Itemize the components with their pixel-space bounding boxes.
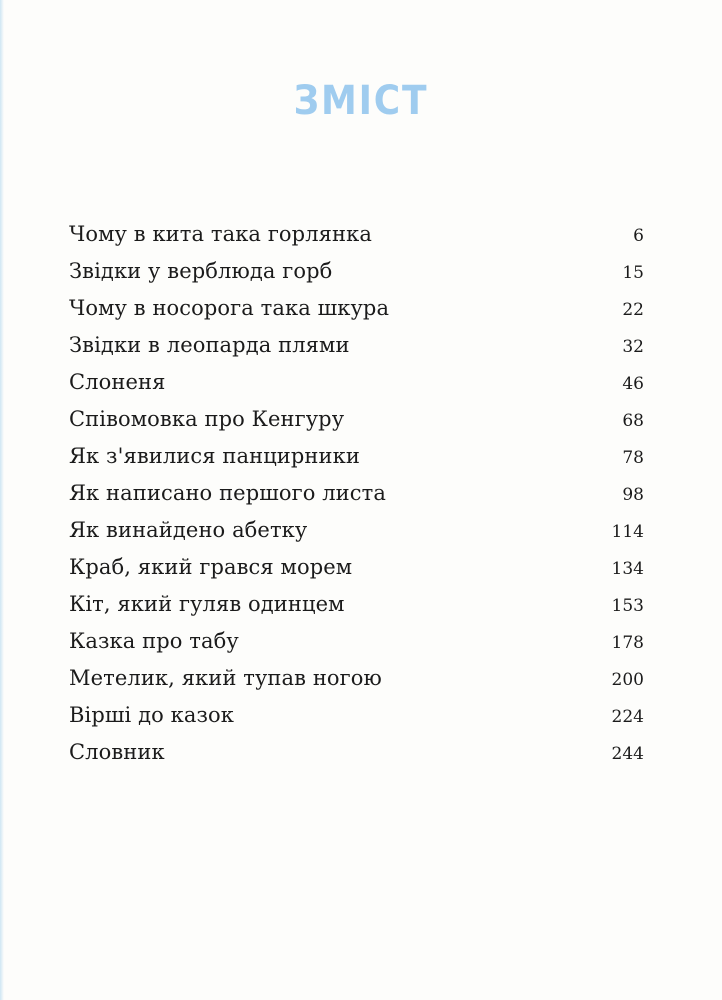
toc-entry-title: Як написано першого листа [69, 481, 386, 505]
toc-entry[interactable] [69, 660, 644, 697]
toc-entry-title: Чому в кита така горлянка [69, 222, 372, 246]
toc-entry-page: 200 [611, 670, 644, 690]
toc-entry-page: 178 [611, 633, 644, 653]
toc-entry[interactable] [69, 290, 644, 327]
toc-entry-title: Звідки в леопарда плями [69, 333, 350, 357]
toc-entry[interactable] [69, 697, 644, 734]
toc-entry-page: 98 [622, 485, 644, 505]
toc-entry[interactable] [69, 216, 644, 253]
toc-entry-page: 15 [622, 263, 644, 283]
toc-entry-page: 78 [622, 448, 644, 468]
toc-entry-page: 68 [622, 411, 644, 431]
toc-entry[interactable] [69, 734, 644, 771]
page-edge [0, 0, 4, 1000]
table-of-contents [69, 216, 644, 771]
toc-entry-title: Вірші до казок [69, 703, 235, 727]
toc-entry-page: 224 [611, 707, 644, 727]
toc-entry[interactable] [69, 623, 644, 660]
toc-entry-title: Чому в носорога така шкура [69, 296, 390, 320]
toc-entry-title: Звідки у верблюда горб [69, 259, 333, 283]
toc-entry-page: 6 [633, 226, 644, 246]
toc-entry[interactable] [69, 512, 644, 549]
toc-entry-title: Словник [69, 740, 165, 764]
toc-entry[interactable] [69, 364, 644, 401]
toc-entry-title: Краб, який грався морем [69, 555, 353, 579]
toc-entry-title: Кіт, який гуляв одинцем [69, 592, 345, 616]
toc-entry-page: 46 [622, 374, 644, 394]
toc-entry-title: Як винайдено абетку [69, 518, 308, 542]
toc-entry-page: 22 [622, 300, 644, 320]
toc-entry-title: Співомовка про Кенгуру [69, 407, 345, 431]
toc-entry-page: 244 [611, 744, 644, 764]
toc-entry-title: Метелик, який тупав ногою [69, 666, 382, 690]
toc-entry[interactable] [69, 549, 644, 586]
toc-entry-page: 32 [622, 337, 644, 357]
toc-entry-title: Як з'явилися панцирники [69, 444, 360, 468]
toc-entry[interactable] [69, 586, 644, 623]
toc-entry[interactable] [69, 438, 644, 475]
toc-entry-page: 114 [611, 522, 644, 542]
toc-entry[interactable] [69, 327, 644, 364]
toc-entry-page: 153 [611, 596, 644, 616]
toc-entry[interactable] [69, 253, 644, 290]
toc-entry[interactable] [69, 475, 644, 512]
toc-entry[interactable] [69, 401, 644, 438]
toc-entry-title: Слоненя [69, 370, 166, 394]
toc-entry-page: 134 [611, 559, 644, 579]
page-title: ЗМІСТ [293, 78, 429, 124]
toc-entry-title: Казка про табу [69, 629, 239, 653]
